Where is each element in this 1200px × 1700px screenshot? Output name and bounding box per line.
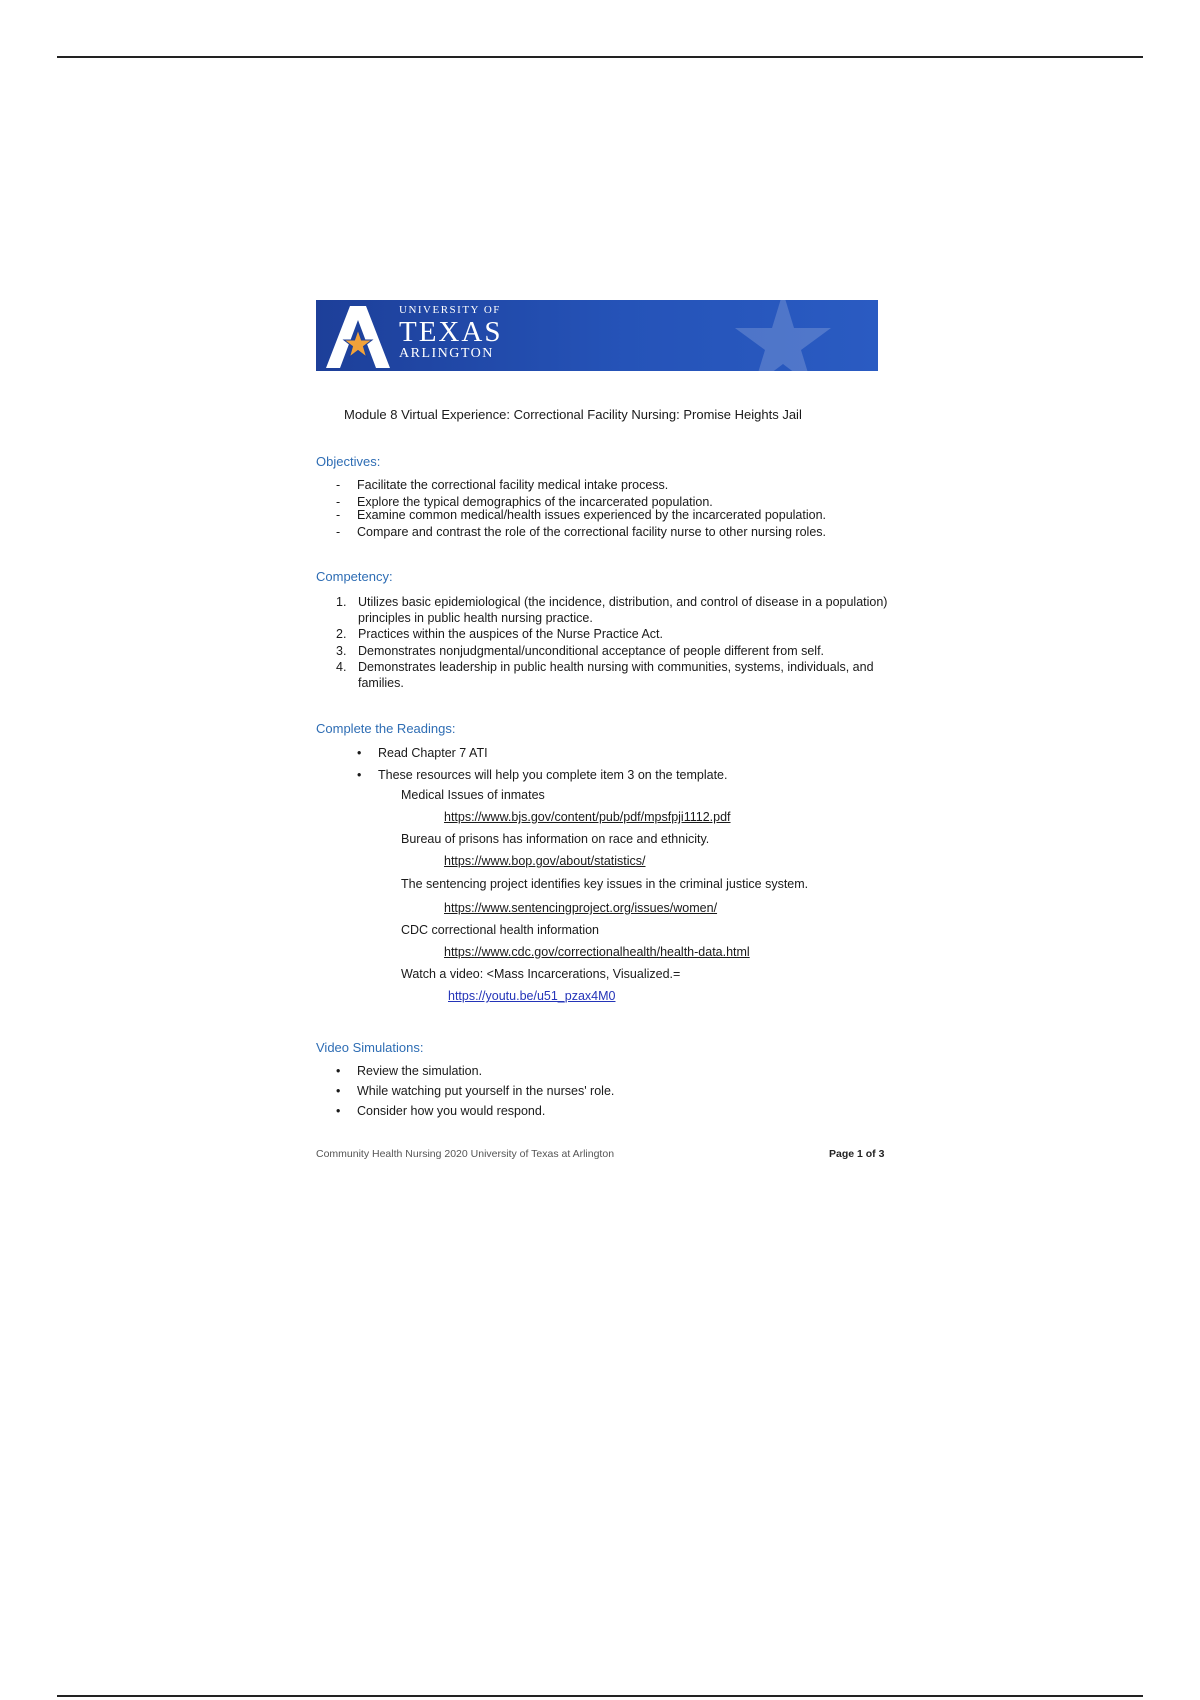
- uta-logo-icon: [326, 306, 390, 368]
- resource-link-sentencing[interactable]: https://www.sentencingproject.org/issues/women/: [444, 901, 718, 915]
- readings-list: [337, 742, 727, 786]
- resource-link-youtube[interactable]: https://youtu.be/u51_pzax4M0: [448, 989, 616, 1003]
- resource-link-cdc[interactable]: https://www.cdc.gov/correctionalhealth/health-data.html: [444, 945, 750, 959]
- list-item: • While watching put yourself in the nurses' role.: [336, 1084, 615, 1098]
- resource-link-bjs[interactable]: https://www.bjs.gov/content/pub/pdf/mpsfpji1112.pdf: [444, 810, 731, 824]
- list-item: 1. Utilizes basic epidemiological (the incidence, distribution, and control of disease in a population) principles in public health nursing practice.: [336, 595, 888, 625]
- top-rule: [57, 56, 1143, 58]
- resource-label: CDC correctional health information: [401, 923, 600, 937]
- wordmark-line2: TEXAS: [399, 316, 503, 348]
- list-item: - Facilitate the correctional facility medical intake process.: [336, 478, 669, 492]
- page-number: Page 1 of 3: [829, 1148, 885, 1160]
- resource-label: Bureau of prisons has information on race and ethnicity.: [401, 832, 710, 846]
- list-item: - Examine common medical/health issues experienced by the incarcerated population.: [336, 508, 827, 522]
- readings-heading: Complete the Readings:: [316, 721, 456, 736]
- list-item: 4. Demonstrates leadership in public health nursing with communities, systems, individuals, and families.: [336, 660, 874, 690]
- list-item: • Consider how you would respond.: [336, 1104, 546, 1118]
- uta-wordmark: [399, 304, 502, 361]
- objectives-list: [316, 477, 826, 540]
- university-banner: [316, 300, 878, 371]
- document-title: Module 8 Virtual Experience: Correctional Facility Nursing: Promise Heights Jail: [344, 407, 802, 422]
- list-item: - Explore the typical demographics of the incarcerated population.: [336, 495, 713, 509]
- footer-text: Community Health Nursing 2020 University of Texas at Arlington: [316, 1148, 615, 1160]
- wordmark-line1: UNIVERSITY OF: [399, 304, 501, 316]
- background-star-icon: [728, 300, 838, 371]
- objectives-heading: Objectives:: [316, 454, 381, 469]
- resource-label: The sentencing project identifies key issues in the criminal justice system.: [401, 877, 809, 891]
- resource-label: Medical Issues of inmates: [401, 788, 545, 802]
- list-item: - Compare and contrast the role of the correctional facility nurse to other nursing roles.: [336, 525, 826, 539]
- resource-label: Watch a video: <Mass Incarcerations, Visualized.=: [401, 967, 681, 981]
- resource-link-bop[interactable]: https://www.bop.gov/about/statistics/: [444, 854, 646, 868]
- simulations-list: [316, 1061, 614, 1121]
- list-item: 3. Demonstrates nonjudgmental/unconditional acceptance of people different from self.: [336, 644, 825, 658]
- list-item: • These resources will help you complete item 3 on the template.: [357, 768, 728, 782]
- list-item: • Read Chapter 7 ATI: [357, 746, 488, 760]
- competency-heading: Competency:: [316, 569, 393, 584]
- list-item: 2. Practices within the auspices of the Nurse Practice Act.: [336, 627, 663, 641]
- bottom-rule: [57, 1695, 1143, 1697]
- simulations-heading: Video Simulations:: [316, 1040, 424, 1055]
- wordmark-line3: ARLINGTON: [399, 346, 494, 361]
- competency-list: [316, 594, 896, 691]
- list-item: • Review the simulation.: [336, 1064, 483, 1078]
